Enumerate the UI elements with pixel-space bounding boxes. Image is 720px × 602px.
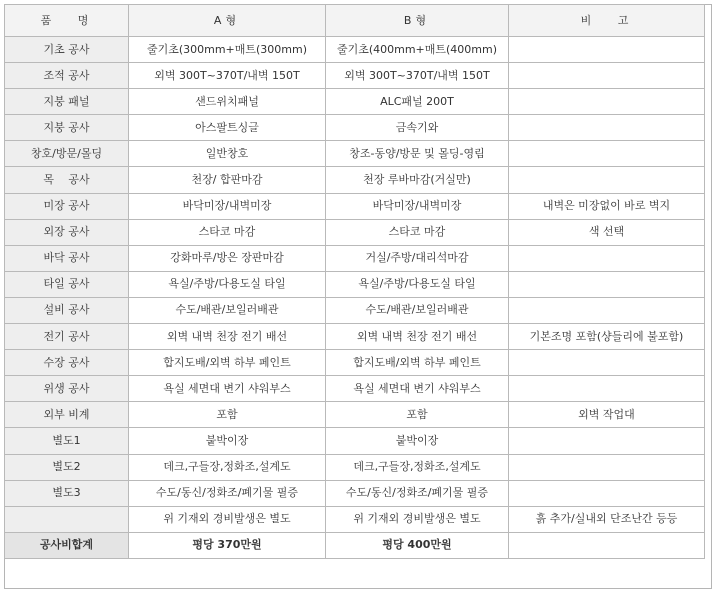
table-row: [5, 428, 705, 454]
table-row: [5, 219, 705, 245]
type-a-cell: 수도/동신/정화조/폐기물 필증: [129, 480, 326, 506]
type-a-cell: 샌드위치패널: [129, 89, 326, 115]
type-a-cell: 줄기초(300mm+매트(300mm): [129, 37, 326, 63]
note-cell: [509, 454, 705, 480]
table-row: [5, 63, 705, 89]
type-b-cell: 거실/주방/대리석마감: [326, 245, 509, 271]
type-a-cell: 욕실 세면대 변기 샤워부스: [129, 376, 326, 402]
table-row: [5, 480, 705, 506]
note-cell: [509, 63, 705, 89]
type-b-cell: 합지도배/외벽 하부 페인트: [326, 350, 509, 376]
note-cell: [509, 350, 705, 376]
header-type-b: B형: [326, 5, 509, 37]
note-cell: 기본조명 포함(샹들리에 불포함): [509, 324, 705, 350]
item-cell: 전기 공사: [5, 324, 129, 350]
type-a-cell: 데크,구들장,정화조,설계도: [129, 454, 326, 480]
type-a-cell: 일반창호: [129, 141, 326, 167]
type-b-cell: 욕실/주방/다용도실 타일: [326, 271, 509, 297]
type-a-cell: 외벽 내벽 천장 전기 배선: [129, 324, 326, 350]
type-b-cell: 줄기초(400mm+매트(400mm): [326, 37, 509, 63]
total-row: [5, 532, 705, 558]
note-cell: [509, 37, 705, 63]
note-cell: [509, 271, 705, 297]
item-cell: 수장 공사: [5, 350, 129, 376]
type-b-cell: 바닥미장/내벽미장: [326, 193, 509, 219]
note-cell: 색 선택: [509, 219, 705, 245]
type-a-cell: 외벽 300T~370T/내벽 150T: [129, 63, 326, 89]
item-cell: 지붕 패널: [5, 89, 129, 115]
type-a-cell: 포함: [129, 402, 326, 428]
header-note: 비 고: [509, 5, 705, 37]
item-cell: 위생 공사: [5, 376, 129, 402]
item-cell: 바닥 공사: [5, 245, 129, 271]
note-cell: [509, 141, 705, 167]
type-b-cell: ALC패널 200T: [326, 89, 509, 115]
type-b-cell: 데크,구들장,정화조,설계도: [326, 454, 509, 480]
table-row: [5, 297, 705, 323]
table-row: [5, 506, 705, 532]
total-label: 공사비합계: [5, 532, 129, 558]
item-cell: 미장 공사: [5, 193, 129, 219]
table-row: [5, 115, 705, 141]
item-cell: 창호/방문/몰딩: [5, 141, 129, 167]
type-b-cell: 붙박이장: [326, 428, 509, 454]
item-cell: [5, 506, 129, 532]
note-cell: [509, 376, 705, 402]
note-cell: 내벽은 미장없이 바로 벽지: [509, 193, 705, 219]
type-b-cell: 위 기재외 경비발생은 별도: [326, 506, 509, 532]
note-cell: [509, 115, 705, 141]
header-item: 품 명: [5, 5, 129, 37]
table-row: [5, 454, 705, 480]
type-a-cell: 위 기재외 경비발생은 별도: [129, 506, 326, 532]
item-cell: 외부 비계: [5, 402, 129, 428]
type-b-cell: 천장 루바마감(거실만): [326, 167, 509, 193]
item-cell: 별도1: [5, 428, 129, 454]
table-row: [5, 193, 705, 219]
note-cell: [509, 297, 705, 323]
note-cell: [509, 167, 705, 193]
type-a-cell: 합지도배/외벽 하부 페인트: [129, 350, 326, 376]
type-a-cell: 붙박이장: [129, 428, 326, 454]
table-body: [5, 37, 705, 559]
type-a-cell: 바닥미장/내벽미장: [129, 193, 326, 219]
type-b-cell: 창조-동양/방문 및 몰딩-영림: [326, 141, 509, 167]
type-b-cell: 스타코 마감: [326, 219, 509, 245]
item-cell: 타일 공사: [5, 271, 129, 297]
item-cell: 목 공사: [5, 167, 129, 193]
note-cell: [509, 89, 705, 115]
construction-spec-table: [4, 4, 705, 559]
type-b-cell: 외벽 내벽 천장 전기 배선: [326, 324, 509, 350]
table-row: [5, 402, 705, 428]
type-b-cell: 수도/배관/보일러배관: [326, 297, 509, 323]
table-row: [5, 167, 705, 193]
table-row: [5, 37, 705, 63]
table-row: [5, 141, 705, 167]
table-row: [5, 89, 705, 115]
item-cell: 조적 공사: [5, 63, 129, 89]
item-cell: 지붕 공사: [5, 115, 129, 141]
header-type-a: A형: [129, 5, 326, 37]
type-a-cell: 스타코 마감: [129, 219, 326, 245]
table-row: [5, 324, 705, 350]
item-cell: 설비 공사: [5, 297, 129, 323]
type-a-cell: 수도/배관/보일러배관: [129, 297, 326, 323]
type-b-cell: 금속기와: [326, 115, 509, 141]
total-type-a: 평당 370만원: [129, 532, 326, 558]
note-cell: [509, 245, 705, 271]
total-type-b: 평당 400만원: [326, 532, 509, 558]
table-row: [5, 271, 705, 297]
type-b-cell: 수도/동신/정화조/폐기물 필증: [326, 480, 509, 506]
header-row: [5, 5, 705, 37]
table-row: [5, 245, 705, 271]
type-b-cell: 외벽 300T~370T/내벽 150T: [326, 63, 509, 89]
type-b-cell: 포함: [326, 402, 509, 428]
note-cell: [509, 480, 705, 506]
item-cell: 별도3: [5, 480, 129, 506]
table-row: [5, 350, 705, 376]
item-cell: 기초 공사: [5, 37, 129, 63]
note-cell: 흙 추가/실내외 단조난간 등등: [509, 506, 705, 532]
type-a-cell: 아스팔트싱글: [129, 115, 326, 141]
note-cell: 외벽 작업대: [509, 402, 705, 428]
type-b-cell: 욕실 세면대 변기 샤워부스: [326, 376, 509, 402]
type-a-cell: 천장/ 합판마감: [129, 167, 326, 193]
note-cell: [509, 428, 705, 454]
table-row: [5, 376, 705, 402]
item-cell: 별도2: [5, 454, 129, 480]
type-a-cell: 강화마루/방은 장판마감: [129, 245, 326, 271]
total-note: [509, 532, 705, 558]
item-cell: 외장 공사: [5, 219, 129, 245]
type-a-cell: 욕실/주방/다용도실 타일: [129, 271, 326, 297]
